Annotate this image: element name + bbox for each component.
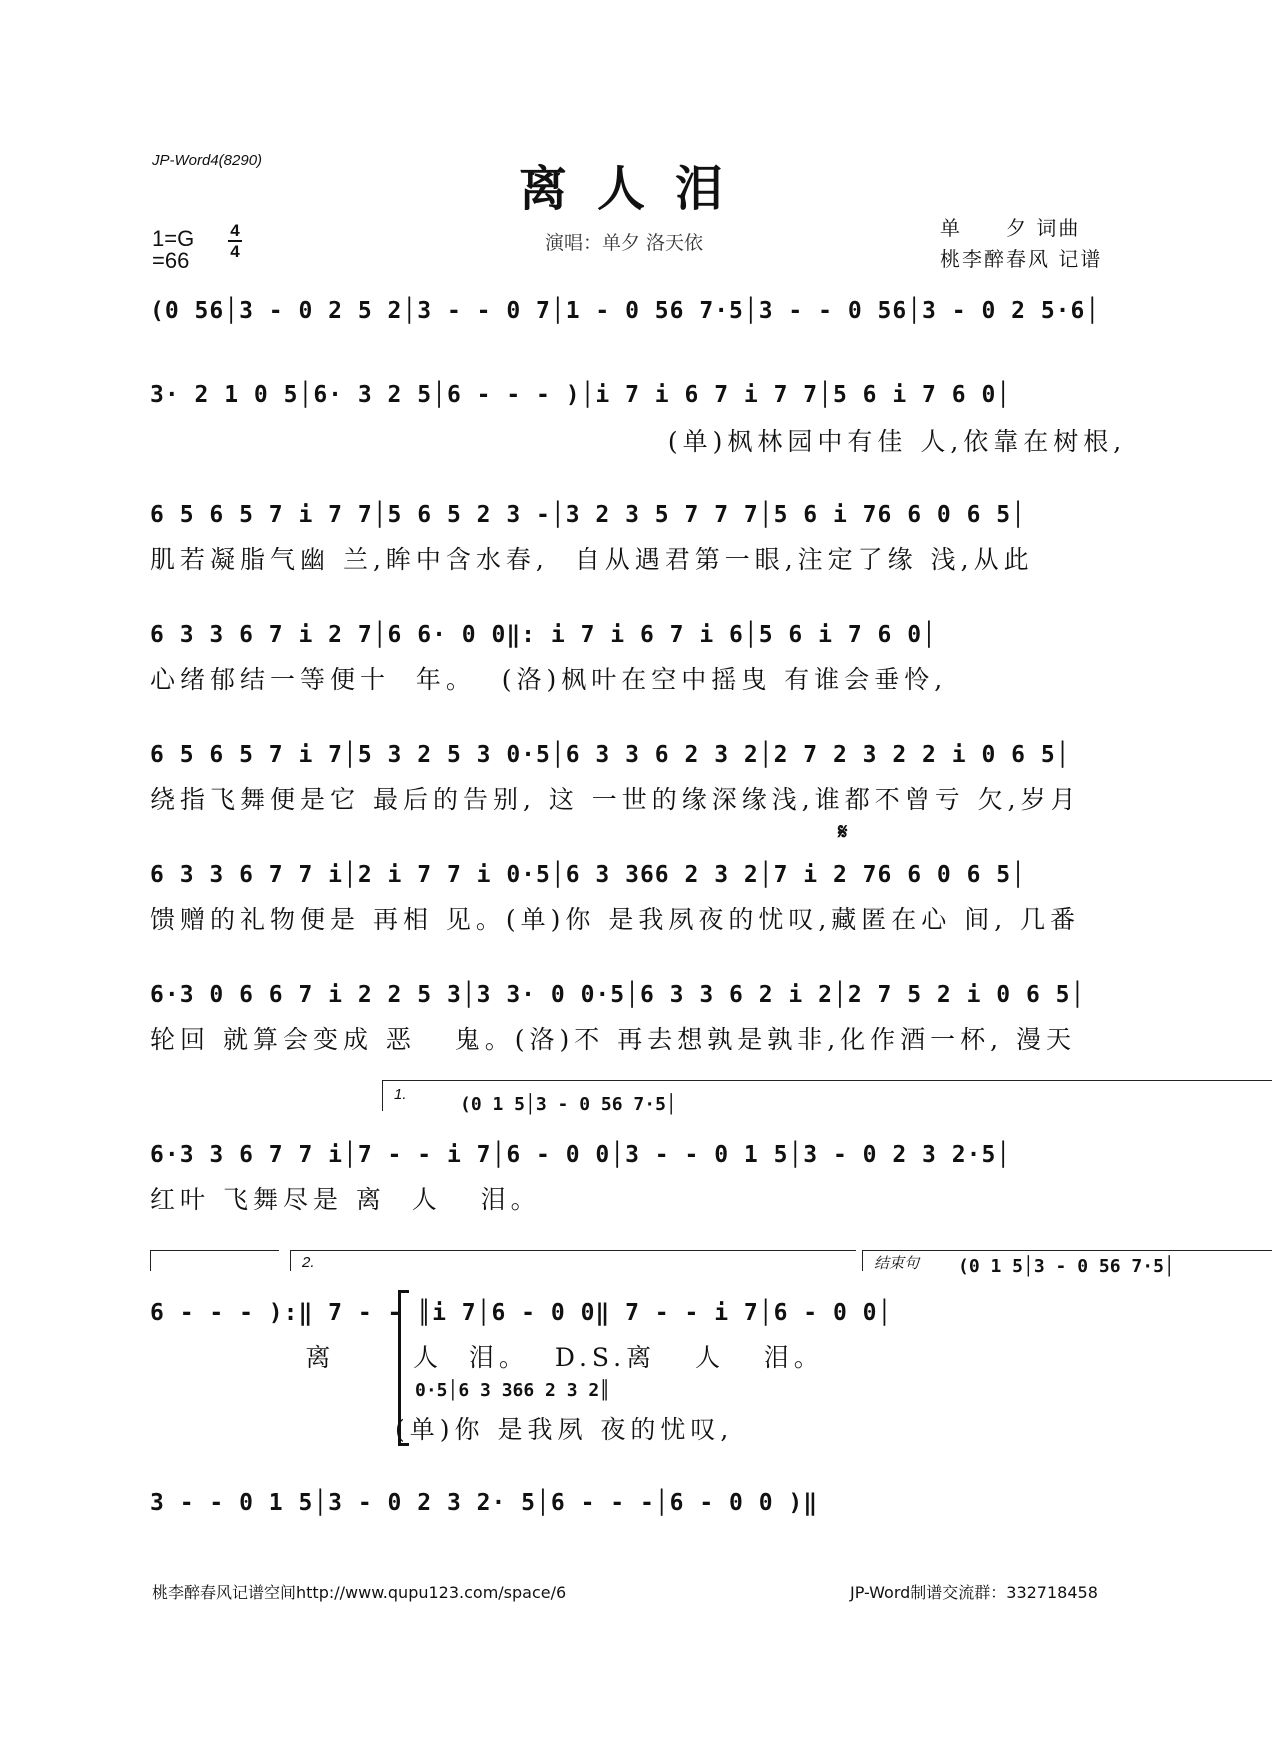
notes-line: 6 5 6 5 7 i 7│5 3 2 5 3 0·5│6 3 3 6 2 3 2│2 7 2 3 2 2 i 0 6 5│ [150, 742, 1071, 768]
volta-notes: (0 1 5│3 - 0 56 7·5│ [460, 1094, 677, 1115]
time-signature [228, 222, 242, 260]
software-label: JP-Word4(8290) [152, 152, 263, 169]
lyrics-line: 馈赠的礼物便是 再相 见。(单)你 是我夙夜的忧叹,藏匿在心 间, 几番 [150, 905, 1081, 934]
lyrics-line: 轮回 就算会变成 恶 鬼。(洛)不 再去想孰是孰非,化作酒一杯, 漫天 [150, 1025, 1077, 1054]
notes-line: 6·3 0 6 6 7 i 2 2 5 3│3 3· 0 0·5│6 3 3 6 2 i 2│2 7 5 2 i 0 6 5│ [150, 982, 1086, 1008]
notes-line: 3 - - 0 1 5│3 - 0 2 3 2· 5│6 - - -│6 - 0 0 )‖ [150, 1490, 819, 1516]
key-tempo-block [152, 221, 240, 274]
lyrics-line: 肌若凝脂气幽 兰,眸中含水春, 自从遇君第一眼,注定了缘 浅,从此 [150, 545, 1034, 574]
lyrics-line: 离 人 泪。 D.S.离 人 泪。 [150, 1343, 824, 1372]
notes-line: 6 5 6 5 7 i 7 7│5 6 5 2 3 -│3 2 3 5 7 7 7│5 6 i 76 6 0 6 5│ [150, 502, 1026, 528]
notes-line: 3· 2 1 0 5│6· 3 2 5│6 - - - )│i 7 i 6 7 i 7 7│5 6 i 7 6 0│ [150, 382, 1012, 408]
performers: 演唱：单夕 洛天依 [545, 232, 704, 254]
coda-notes: (0 1 5│3 - 0 56 7·5│ [958, 1256, 1175, 1277]
alt-notes: 0·5│6 3 366 2 3 2║ [415, 1380, 611, 1401]
notes-line: (0 56│3 - 0 2 5 2│3 - - 0 7│1 - 0 56 7·5│3 - - 0 56│3 - 0 2 5·6│ [150, 298, 1101, 324]
footer-right-text: JP-Word制谱交流群：332718458 [850, 1583, 1098, 1602]
footer-left-text: 桃李醉春风记谱空间http://www.qupu123.com/space/6 [152, 1583, 567, 1602]
notes-line: 6·3 3 6 7 7 i│7 - - i 7│6 - 0 0│3 - - 0 1 5│3 - 0 2 3 2·5│ [150, 1142, 1012, 1168]
lyrics-line: 绕指飞舞便是它 最后的告别, 这 一世的缘深缘浅,谁都不曾亏 欠,岁月 [150, 785, 1081, 814]
staff-row-8 [150, 1080, 1130, 1230]
volta-label-1: 1. [394, 1086, 407, 1103]
credit-transcriber: 桃李醉春风 记谱 [940, 247, 1103, 271]
tempo-marking: =66 [152, 248, 190, 273]
time-sig-top: 4 [230, 221, 240, 240]
notes-line: 6 3 3 6 7 i 2 7│6 6· 0 0‖: i 7 i 6 7 i 6│5 6 i 7 6 0│ [150, 622, 937, 648]
lyrics-line: 心绪郁结一等便十 年。 (洛)枫叶在空中摇曳 有谁会垂怜, [150, 665, 948, 694]
segno-icon: 𝄋 [838, 820, 848, 845]
lyrics-line: 红叶 飞舞尽是 离 人 泪。 [150, 1185, 541, 1214]
credit-lyrics-music: 单 夕 词曲 [940, 216, 1081, 240]
lyrics-line: (单)枫林园中有佳 人,依靠在树根, [150, 427, 1127, 456]
time-sig-bottom: 4 [230, 242, 240, 261]
volta-bracket-prev [150, 1250, 279, 1271]
page-title: 离人泪 [518, 161, 753, 217]
key-signature: 1=G [152, 226, 195, 251]
staff-row-9 [150, 1242, 1175, 1472]
volta-label-2: 2. [302, 1254, 315, 1271]
volta-bracket-2 [290, 1250, 856, 1271]
notes-line: 6 - - - ):‖ 7 - - ║i 7│6 - 0 0‖ 7 - - i 7│6 - 0 0│ [150, 1300, 893, 1326]
coda-label: 结束句 [874, 1255, 920, 1272]
alt-lyrics: (单)你 是我夙 夜的忧叹, [395, 1415, 734, 1444]
notes-line: 6 3 3 6 7 7 i│2 i 7 7 i 0·5│6 3 366 2 3 2│7 i 2 76 6 0 6 5│ [150, 862, 1026, 888]
